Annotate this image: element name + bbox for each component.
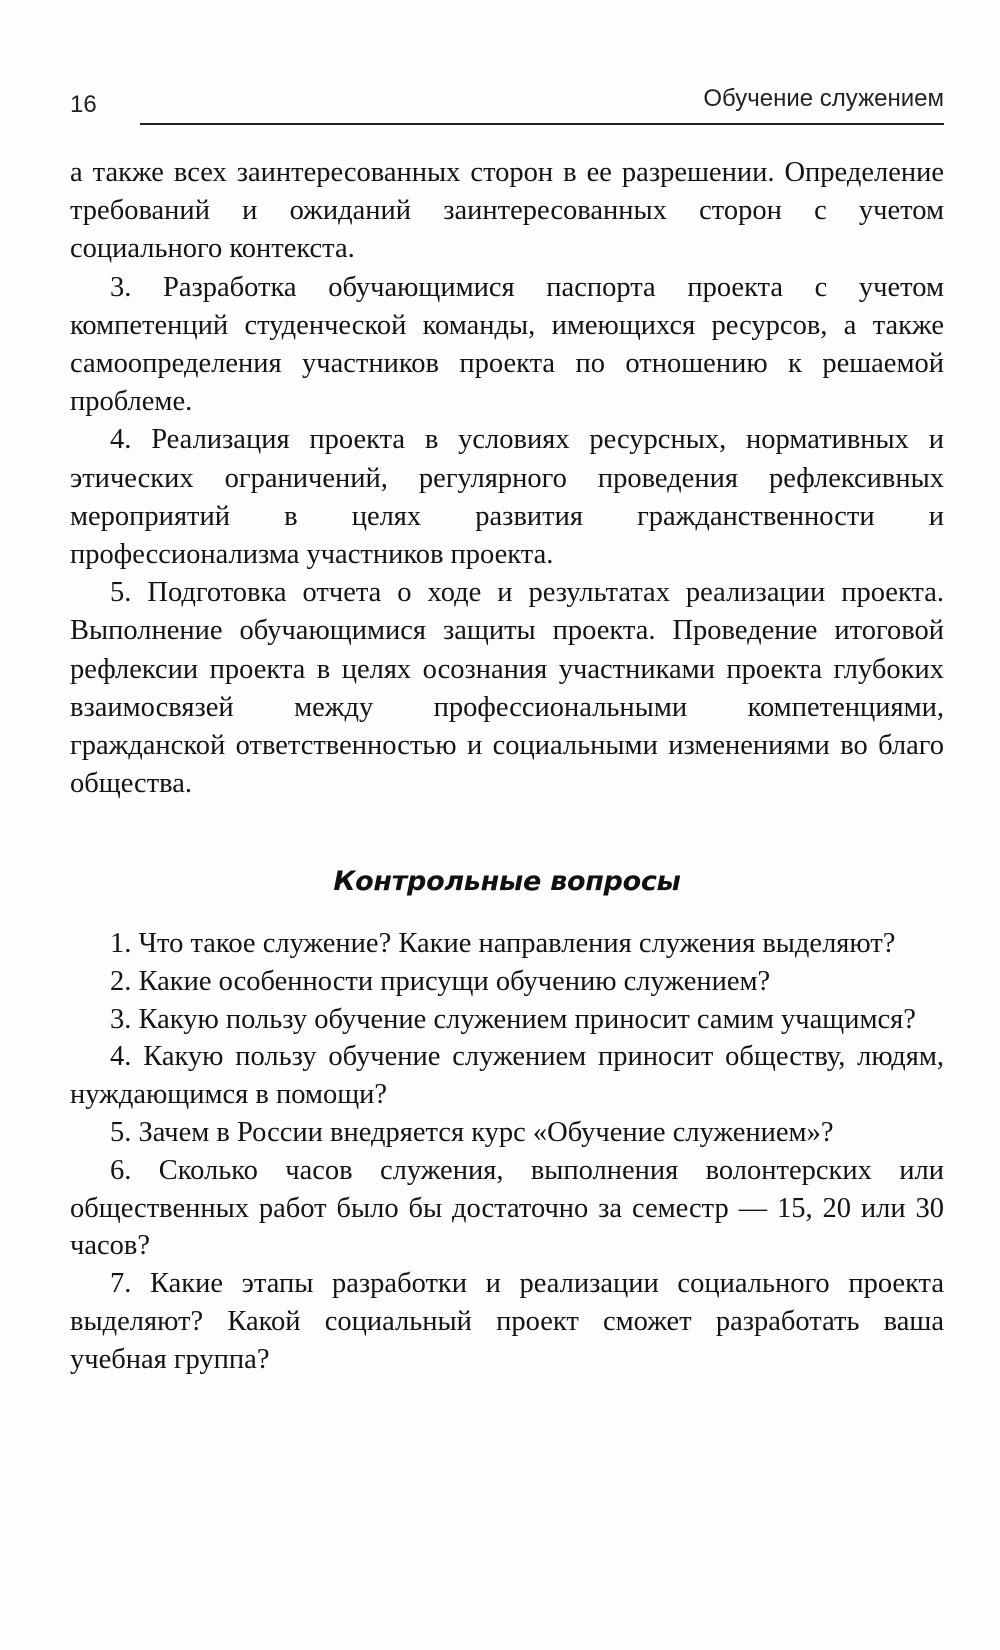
question-item: 7. Какие этапы разработки и реализации социального проекта выделяют? Какой социальный проект сможет разработать ваша учебная группа? — [70, 1268, 944, 1375]
question-item: 6. Сколько часов служения, выполнения волонтерских или общественных работ было бы достаточно за семестр — 15, 20 или 30 часов? — [70, 1154, 944, 1262]
body-text — [70, 154, 944, 803]
header-rule — [140, 123, 944, 125]
paragraph-step-5: 5. Подготовка отчета о ходе и результатах реализации проекта. Выполнение обучающимися защиты проекта. Проведение итоговой рефлексии проекта в целях осознания участниками проекта глубоких взаимосвязей между профессиональными компетенциями, гражданской ответственностью и социальными изменениями во благо общества. — [70, 577, 944, 800]
question-item: 3. Какую пользу обучение служением приносит самим учащимся? — [110, 1003, 916, 1035]
paragraph-continuation: а также всех заинтересованных сторон в ее разрешении. Определение требований и ожиданий заинтересованных сторон с учетом социального контекста. — [70, 157, 944, 265]
section-heading: Контрольные вопросы — [333, 866, 681, 897]
running-title: Обучение служением — [703, 85, 944, 112]
page-number: 16 — [70, 91, 97, 118]
question-item: 2. Какие особенности присущи обучению служением? — [110, 965, 771, 997]
review-questions — [70, 925, 944, 1379]
question-item: 1. Что такое служение? Какие направления служения выделяют? — [110, 928, 896, 959]
question-item: 5. Зачем в России внедряется курс «Обучение служением»? — [110, 1116, 834, 1148]
paragraph-step-3: 3. Разработка обучающимися паспорта проекта с учетом компетенций студенческой команды, имеющихся ресурсов, а также самоопределения участников проекта по отношению к решаемой проблеме. — [70, 271, 944, 418]
page-header — [70, 85, 944, 129]
paragraph-step-4: 4. Реализация проекта в условиях ресурсных, нормативных и этических ограничений, регулярного проведения рефлексивных мероприятий в целях развития гражданственности и профессионализма участников проекта. — [70, 424, 944, 571]
question-item: 4. Какую пользу обучение служением приносит обществу, людям, нуждающимся в помощи? — [70, 1041, 944, 1111]
